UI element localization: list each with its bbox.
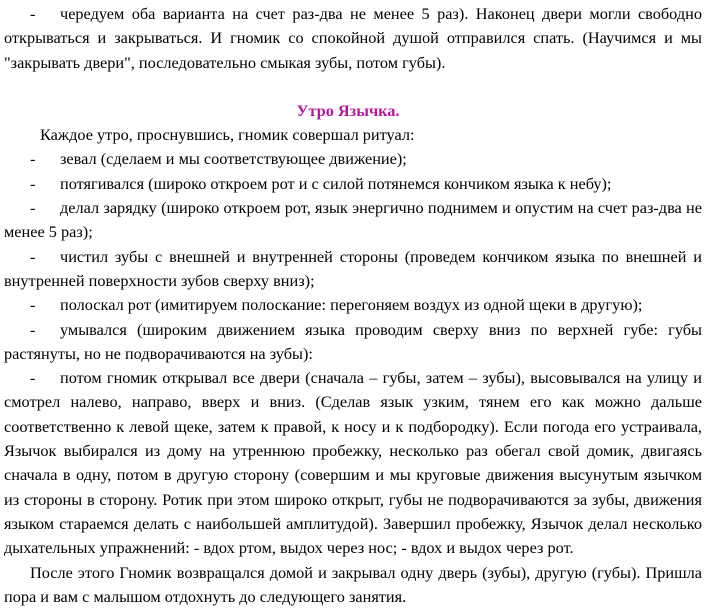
list-item-text: потягивался (широко откроем рот и с силой потянемся кончиком языка к небу); (60, 173, 612, 193)
list-item-text: полоскал рот (имитируем полоскание: перегоняем воздух из одной щеки в другую); (60, 295, 643, 315)
list-dash: - (30, 368, 36, 388)
list-item (4, 245, 702, 294)
list-item (4, 172, 702, 196)
list-dash: - (30, 149, 36, 169)
intro-paragraph-text: чередуем оба варианта на счет раз-два не менее 5 раз). Наконец двери могли свободно открываться и закрываться. И гномик со спокойной душой отправился спать. (Научимся и мы "закрывать двери", последовательно смыкая зубы, потом губы). (4, 4, 702, 72)
list-item-text: зевал (сделаем и мы соответствующее движение); (60, 149, 407, 169)
list-dash: - (30, 173, 36, 193)
lead-line: Каждое утро, проснувшись, гномик совершал ритуал: (40, 125, 415, 145)
list-dash: - (30, 4, 36, 23)
list-dash: - (30, 295, 36, 315)
list-dash: - (30, 319, 36, 339)
intro-paragraph (4, 2, 702, 75)
list-item-text: чистил зубы с внешней и внутренней стороны (проведем кончиком языка по внешней и внутренней поверхности зубов сверху вниз); (4, 246, 702, 290)
list-item-text: умывался (широким движением языка проводим сверху вниз по верхней губе: губы растянуты, но не подворачиваются на зубы): (4, 319, 702, 363)
list-dash: - (30, 198, 36, 218)
list-item-text: делал зарядку (широко откроем рот, язык энергично поднимем и опустим на счет раз-два не менее 5 раз); (4, 198, 702, 242)
list-item (4, 318, 702, 367)
section-heading: Утро Язычка. (296, 100, 400, 120)
closing-paragraph: После этого Гномик возвращался домой и закрывал одну дверь (зубы), другую (губы). Пришла пора и вам с малышом отдохнуть до следующего занятия. (4, 562, 702, 606)
list-item-text: потом гномик открывал все двери (сначала – губы, затем – зубы), высовывался на улицу и смотрел налево, направо, вверх и вниз. (Сделав язык узким, тянем его как можно дальше соответственно к левой щеке, затем к правой, к носу и к подбородку). Если погода его устраивала, Язычок выбирался из дому на утреннюю пробежку, несколько раз обегал свой домик, двигаясь сначала в одну, потом в другую сторону (совершим и мы круговые движения высунутым язычком из стороны в сторону. Ротик при этом широко открыт, губы не подворачиваются за зубы, движения языком стараемся делать с наибольшей амплитудой). Завершил пробежку, Язычок делал несколько дыхательных упражнений: - вдох ртом, выдох через нос; - вдох и выдох через рот. (4, 368, 702, 558)
list-item (4, 147, 702, 171)
list-item (4, 366, 702, 560)
list-item (4, 293, 702, 317)
list-dash: - (30, 246, 36, 266)
list-item (4, 196, 702, 245)
